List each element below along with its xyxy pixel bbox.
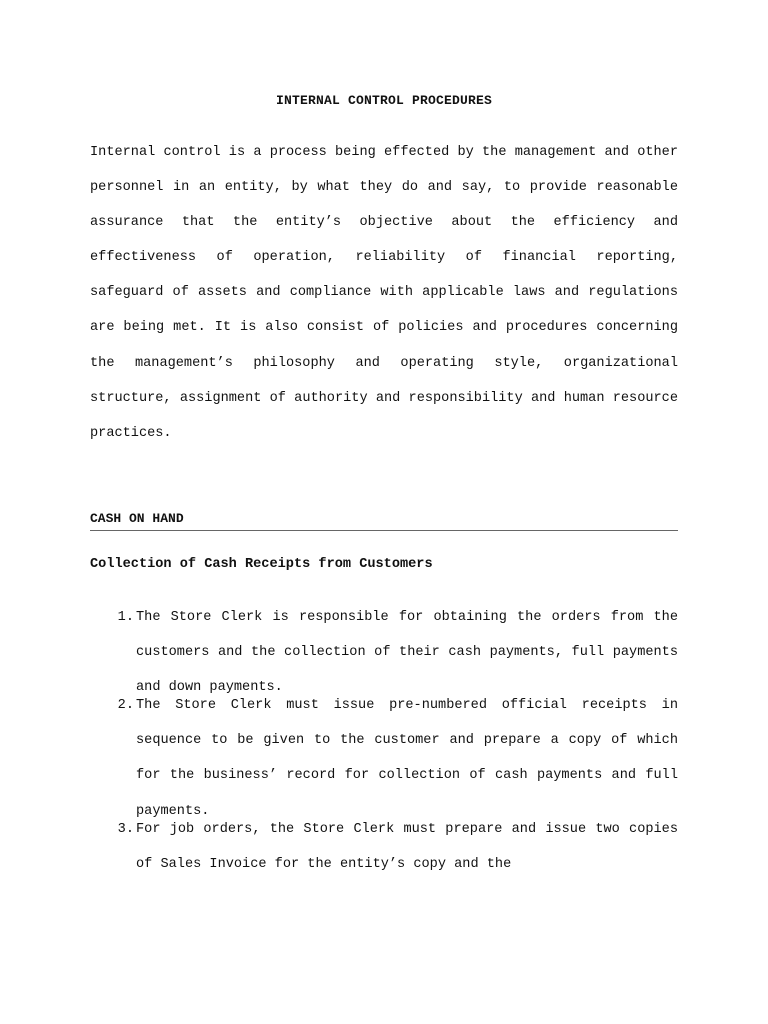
procedure-step [117,688,678,828]
step-number: 1. [117,610,134,625]
procedure-step [117,812,678,882]
step-text: For job orders, the Store Clerk must prepare and issue two copies of Sales Invoice for the entity’s copy and the [136,821,678,872]
document-title: INTERNAL CONTROL PROCEDURES [275,93,493,108]
subsection-heading-collection: Collection of Cash Receipts from Customers [90,557,433,572]
step-text: The Store Clerk must issue pre-numbered official receipts in sequence to be given to the customer and prepare a copy of which for the business’ record for collection of cash payments and full payments. [136,698,678,819]
section-heading-cash-on-hand: CASH ON HAND [90,511,678,531]
step-number: 3. [117,821,134,837]
step-number: 2. [117,698,134,714]
intro-paragraph: Internal control is a process being effected by the management and other personnel in an entity, by what they do and say, to provide reasonable assurance that the entity’s objective about the efficiency and effectiveness of operation, reliability of financial reporting, safeguard of assets and compliance with applicable laws and regulations are being met. It is also consist of policies and procedures concerning the management’s philosophy and operating style, organizational structure, assignment of authority and responsibility and human resource practices. [90,145,678,441]
procedure-steps-list [117,600,678,882]
step-text: The Store Clerk is responsible for obtaining the orders from the customers and the collection of their cash payments, full payments and down payments. [136,610,678,696]
